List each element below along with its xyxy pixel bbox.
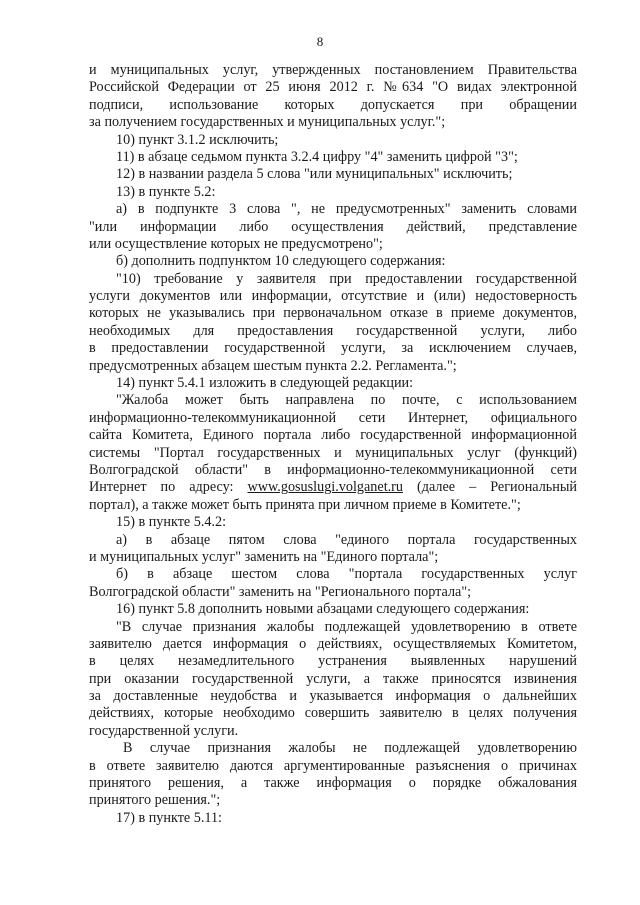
text-line: 11) в абзаце седьмом пункта 3.2.4 цифру "4" заменить цифрой "3"; (116, 148, 518, 165)
text-line: принятого решения."; (89, 792, 221, 809)
text-line: государственной услуги. (89, 722, 239, 739)
text-line: действиях, которые необходимо совершить заявителю в целях получения (89, 705, 577, 722)
text-line: Волгоградской области" в информационно-телекоммуникационной сети (89, 461, 577, 478)
document-body (89, 62, 577, 827)
text-line: В случае признания жалобы не подлежащей удовлетворению (123, 740, 577, 757)
text-line: б) в абзаце шестом слова "портала государственных услуг (116, 566, 577, 583)
text-line: 16) пункт 5.8 дополнить новыми абзацами следующего содержания: (116, 601, 530, 618)
text-line: 14) пункт 5.4.1 изложить в следующей редакции: (116, 375, 414, 392)
text-line: и муниципальных услуг, утвержденных постановлением Правительства (89, 62, 577, 78)
text-segment: Интернет по адресу: (89, 479, 248, 496)
text-line: Российской Федерации от 25 июня 2012 г. №634 "О видах электронной (89, 79, 577, 96)
page-number: 8 (316, 34, 324, 49)
text-line: Волгоградской области" заменить на "Регионального портала"; (89, 583, 472, 600)
text-line: информационно-телекоммуникационной сети Интернет, официального (89, 409, 577, 426)
text-line: заявителю дается информация о действиях, осуществляемых Комитетом, (89, 635, 577, 652)
text-line: 15) в пункте 5.4.2: (116, 514, 227, 531)
text-segment: (далее – Региональный (403, 479, 577, 496)
text-line: в целях незамедлительного устранения выявленных нарушений (89, 653, 577, 670)
text-line: "Жалоба может быть направлена по почте, с использованием (116, 392, 577, 409)
text-line: 10) пункт 3.1.2 исключить; (116, 131, 279, 148)
text-line: "10) требование у заявителя при предоставлении государственной (116, 270, 577, 287)
text-line: услуги документов или информации, отсутствие и (или) недостоверность (89, 288, 577, 305)
text-line: и муниципальных услуг" заменить на "Единого портала"; (89, 548, 439, 565)
text-line: "или информации либо осуществления действий, представление (89, 218, 577, 235)
text-line: подписи, использование которых допускается при обращении (89, 96, 577, 113)
text-line: системы "Портал государственных и муниципальных услуг (функций) (89, 444, 577, 461)
text-line: 12) в названии раздела 5 слова "или муниципальных" исключить; (116, 166, 513, 183)
regional-portal-link[interactable]: www.gosuslugi.volganet.ru (247, 479, 404, 496)
text-line: принятого решения, а также информация о порядке обжалования (89, 775, 577, 792)
text-line: 17) в пункте 5.11: (116, 809, 222, 826)
text-line: сайта Комитета, Единого портала либо государственной информационной (89, 427, 577, 444)
text-line: необходимых для предоставления государственной услуги, либо (89, 322, 577, 339)
text-line: в ответе заявителю даются аргументированные разъяснения о причинах (89, 757, 577, 774)
text-line: б) дополнить подпунктом 10 следующего содержания: (116, 253, 446, 270)
text-line: 13) в пункте 5.2: (116, 183, 216, 200)
text-line: "В случае признания жалобы подлежащей удовлетворению в ответе (116, 618, 577, 635)
text-line: а) в абзаце пятом слова "единого портала государственных (116, 531, 577, 548)
text-line: а) в подпункте 3 слова ", не предусмотренных" заменить словами (116, 201, 577, 218)
text-line: предусмотренных абзацем шестым пункта 2.2. Регламента."; (89, 357, 457, 374)
text-line: при оказании государственной услуги, а также приносятся извинения (89, 670, 577, 687)
text-line: или осуществление которых не предусмотрено"; (89, 235, 383, 252)
text-line: за доставленные неудобства и указывается информация о дальнейших (89, 688, 577, 705)
text-line: за получением государственных и муниципальных услуг."; (89, 114, 446, 131)
text-line: портал), а также может быть принята при личном приеме в Комитете."; (89, 496, 521, 513)
text-line (89, 479, 577, 496)
text-line: которых не указывались при первоначальном отказе в приеме документов, (89, 305, 577, 322)
text-line: в предоставлении государственной услуги, за исключением случаев, (89, 340, 577, 357)
